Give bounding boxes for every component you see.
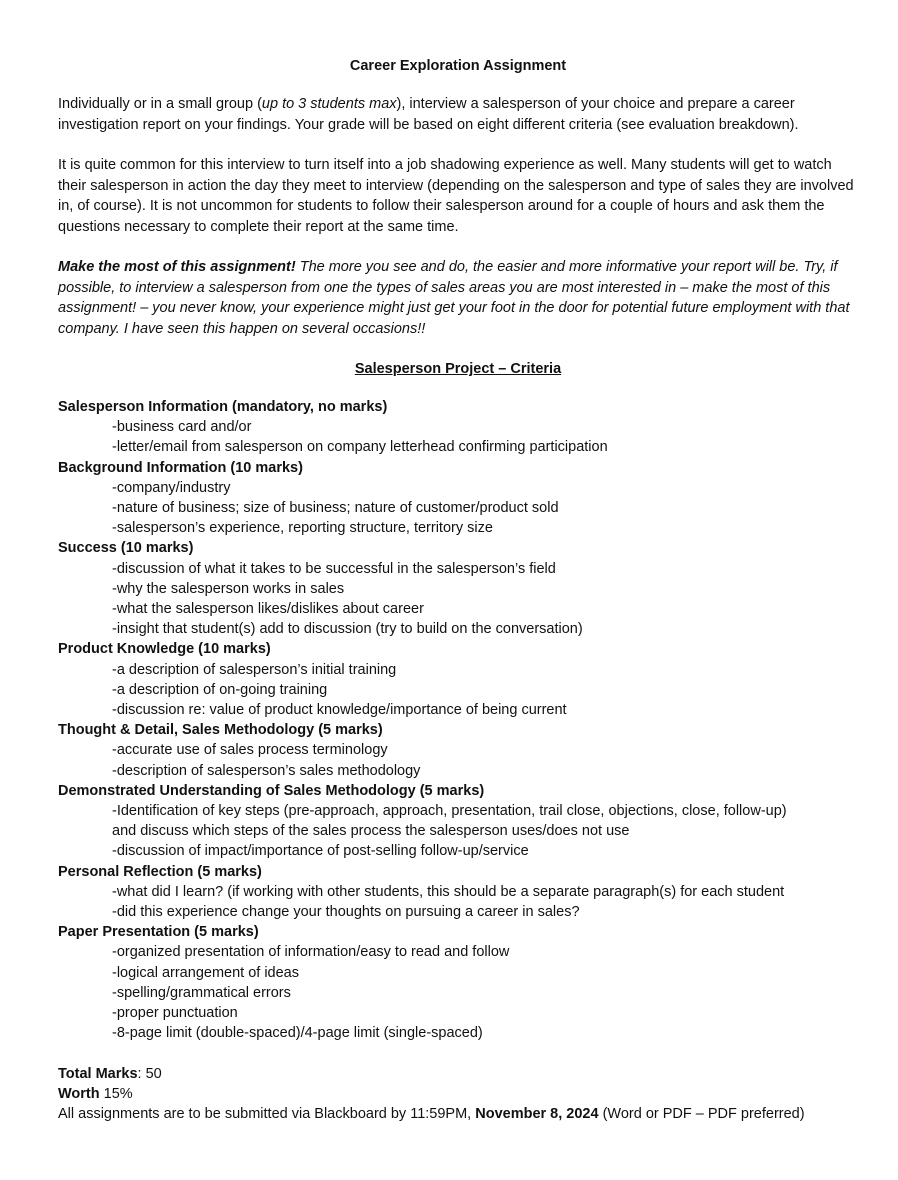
criteria-item: -letter/email from salesperson on company letterhead confirming participation [112,439,608,456]
intro-paragraph-1 [58,94,858,135]
intro-paragraph-2: It is quite common for this interview to turn itself into a job shadowing experience as well. Many students will get to watch their salesperson in action the day they meet to interview (depending on the salesperson and type of sales they are involved in, of course). It is not uncommon for students to follow their salesperson around for a couple of hours and ask them the questions necessary to complete their report at the same time. [58,157,854,235]
criteria-item: -8-page limit (double-spaced)/4-page limit (single-spaced) [112,1025,483,1042]
criteria-section-heading: Product Knowledge (10 marks) [58,641,271,658]
intro-p3-text: The more you see and do, the easier and more informative your report will be. Try, if possible, to interview a salesperson from one the types of sales areas you are most interested in – make the most of this assignment! – you never know, your experience might just get your foot in the door for potential future employment with that company. I have seen this happen on several occasions!! [58,259,850,337]
criteria-item: -logical arrangement of ideas [112,964,299,981]
worth-line [58,1084,858,1104]
document-title: Career Exploration Assignment [349,58,567,74]
criteria-item: -what did I learn? (if working with other students, this should be a separate paragraph(s) for each student [112,883,785,900]
criteria-section-heading: Personal Reflection (5 marks) [58,863,262,880]
criteria-item: -insight that student(s) add to discussion (try to build on the conversation) [112,621,583,638]
criteria-section-heading: Paper Presentation (5 marks) [58,924,259,941]
criteria-item: -discussion re: value of product knowledge/importance of being current [112,702,567,719]
total-marks-line [58,1064,858,1084]
criteria-item: -spelling/grammatical errors [112,984,291,1001]
criteria-item: -a description of salesperson’s initial training [112,661,397,678]
criteria-section-heading: Success (10 marks) [58,540,194,557]
submission-date: November 8, 2024 [475,1105,599,1122]
criteria-item: -did this experience change your thoughts on pursuing a career in sales? [112,904,580,921]
criteria-item: -discussion of what it takes to be successful in the salesperson’s field [112,560,556,577]
criteria-item: -business card and/or [112,419,252,436]
intro-paragraph-3 [58,257,858,339]
criteria-title: Salesperson Project – Criteria [354,361,562,377]
criteria-section-heading: Demonstrated Understanding of Sales Methodology (5 marks) [58,782,485,799]
criteria-item: and discuss which steps of the sales process the salesperson uses/does not use [112,823,630,840]
worth-value: 15% [99,1085,133,1102]
intro-p1-italic: up to 3 students max [261,96,397,112]
submission-text-b: (Word or PDF – PDF preferred) [598,1105,805,1122]
footer [58,1064,858,1124]
criteria-section-heading: Thought & Detail, Sales Methodology (5 marks) [58,722,383,739]
intro-p3-bold: Make the most of this assignment! [58,259,296,275]
criteria-item: -nature of business; size of business; nature of customer/product sold [112,500,559,517]
total-marks-value: : 50 [137,1065,162,1082]
criteria-section-heading: Background Information (10 marks) [58,459,303,476]
worth-label: Worth [58,1085,100,1102]
criteria-item: -salesperson’s experience, reporting structure, territory size [112,520,493,537]
total-marks-label: Total Marks [58,1065,138,1082]
criteria-item: -proper punctuation [112,1005,238,1022]
intro-p1-text-a: Individually or in a small group ( [58,96,262,112]
submission-line [58,1104,858,1124]
criteria-item: -why the salesperson works in sales [112,580,345,597]
criteria-section-heading: Salesperson Information (mandatory, no marks) [58,399,388,415]
criteria-item: -description of salesperson’s sales methodology [112,762,421,779]
intro-p1-text-b: ), interview a salesperson of your choice and prepare a career investigation report on your findings. Your grade will be based on eight different criteria (see evaluation breakdown). [58,96,799,133]
criteria-item: -a description of on-going training [112,681,328,698]
document-page [58,56,858,1124]
criteria-item: -accurate use of sales process terminology [112,742,388,759]
criteria-item: -Identification of key steps (pre-approach, approach, presentation, trail close, objections, close, follow-up) [112,803,787,820]
submission-text-a: All assignments are to be submitted via Blackboard by 11:59PM, [58,1105,476,1122]
criteria-item: -discussion of impact/importance of post-selling follow-up/service [112,843,529,860]
criteria-list [58,397,858,1044]
criteria-item: -company/industry [112,479,231,496]
criteria-item: -what the salesperson likes/dislikes about career [112,601,424,618]
criteria-item: -organized presentation of information/easy to read and follow [112,944,510,961]
